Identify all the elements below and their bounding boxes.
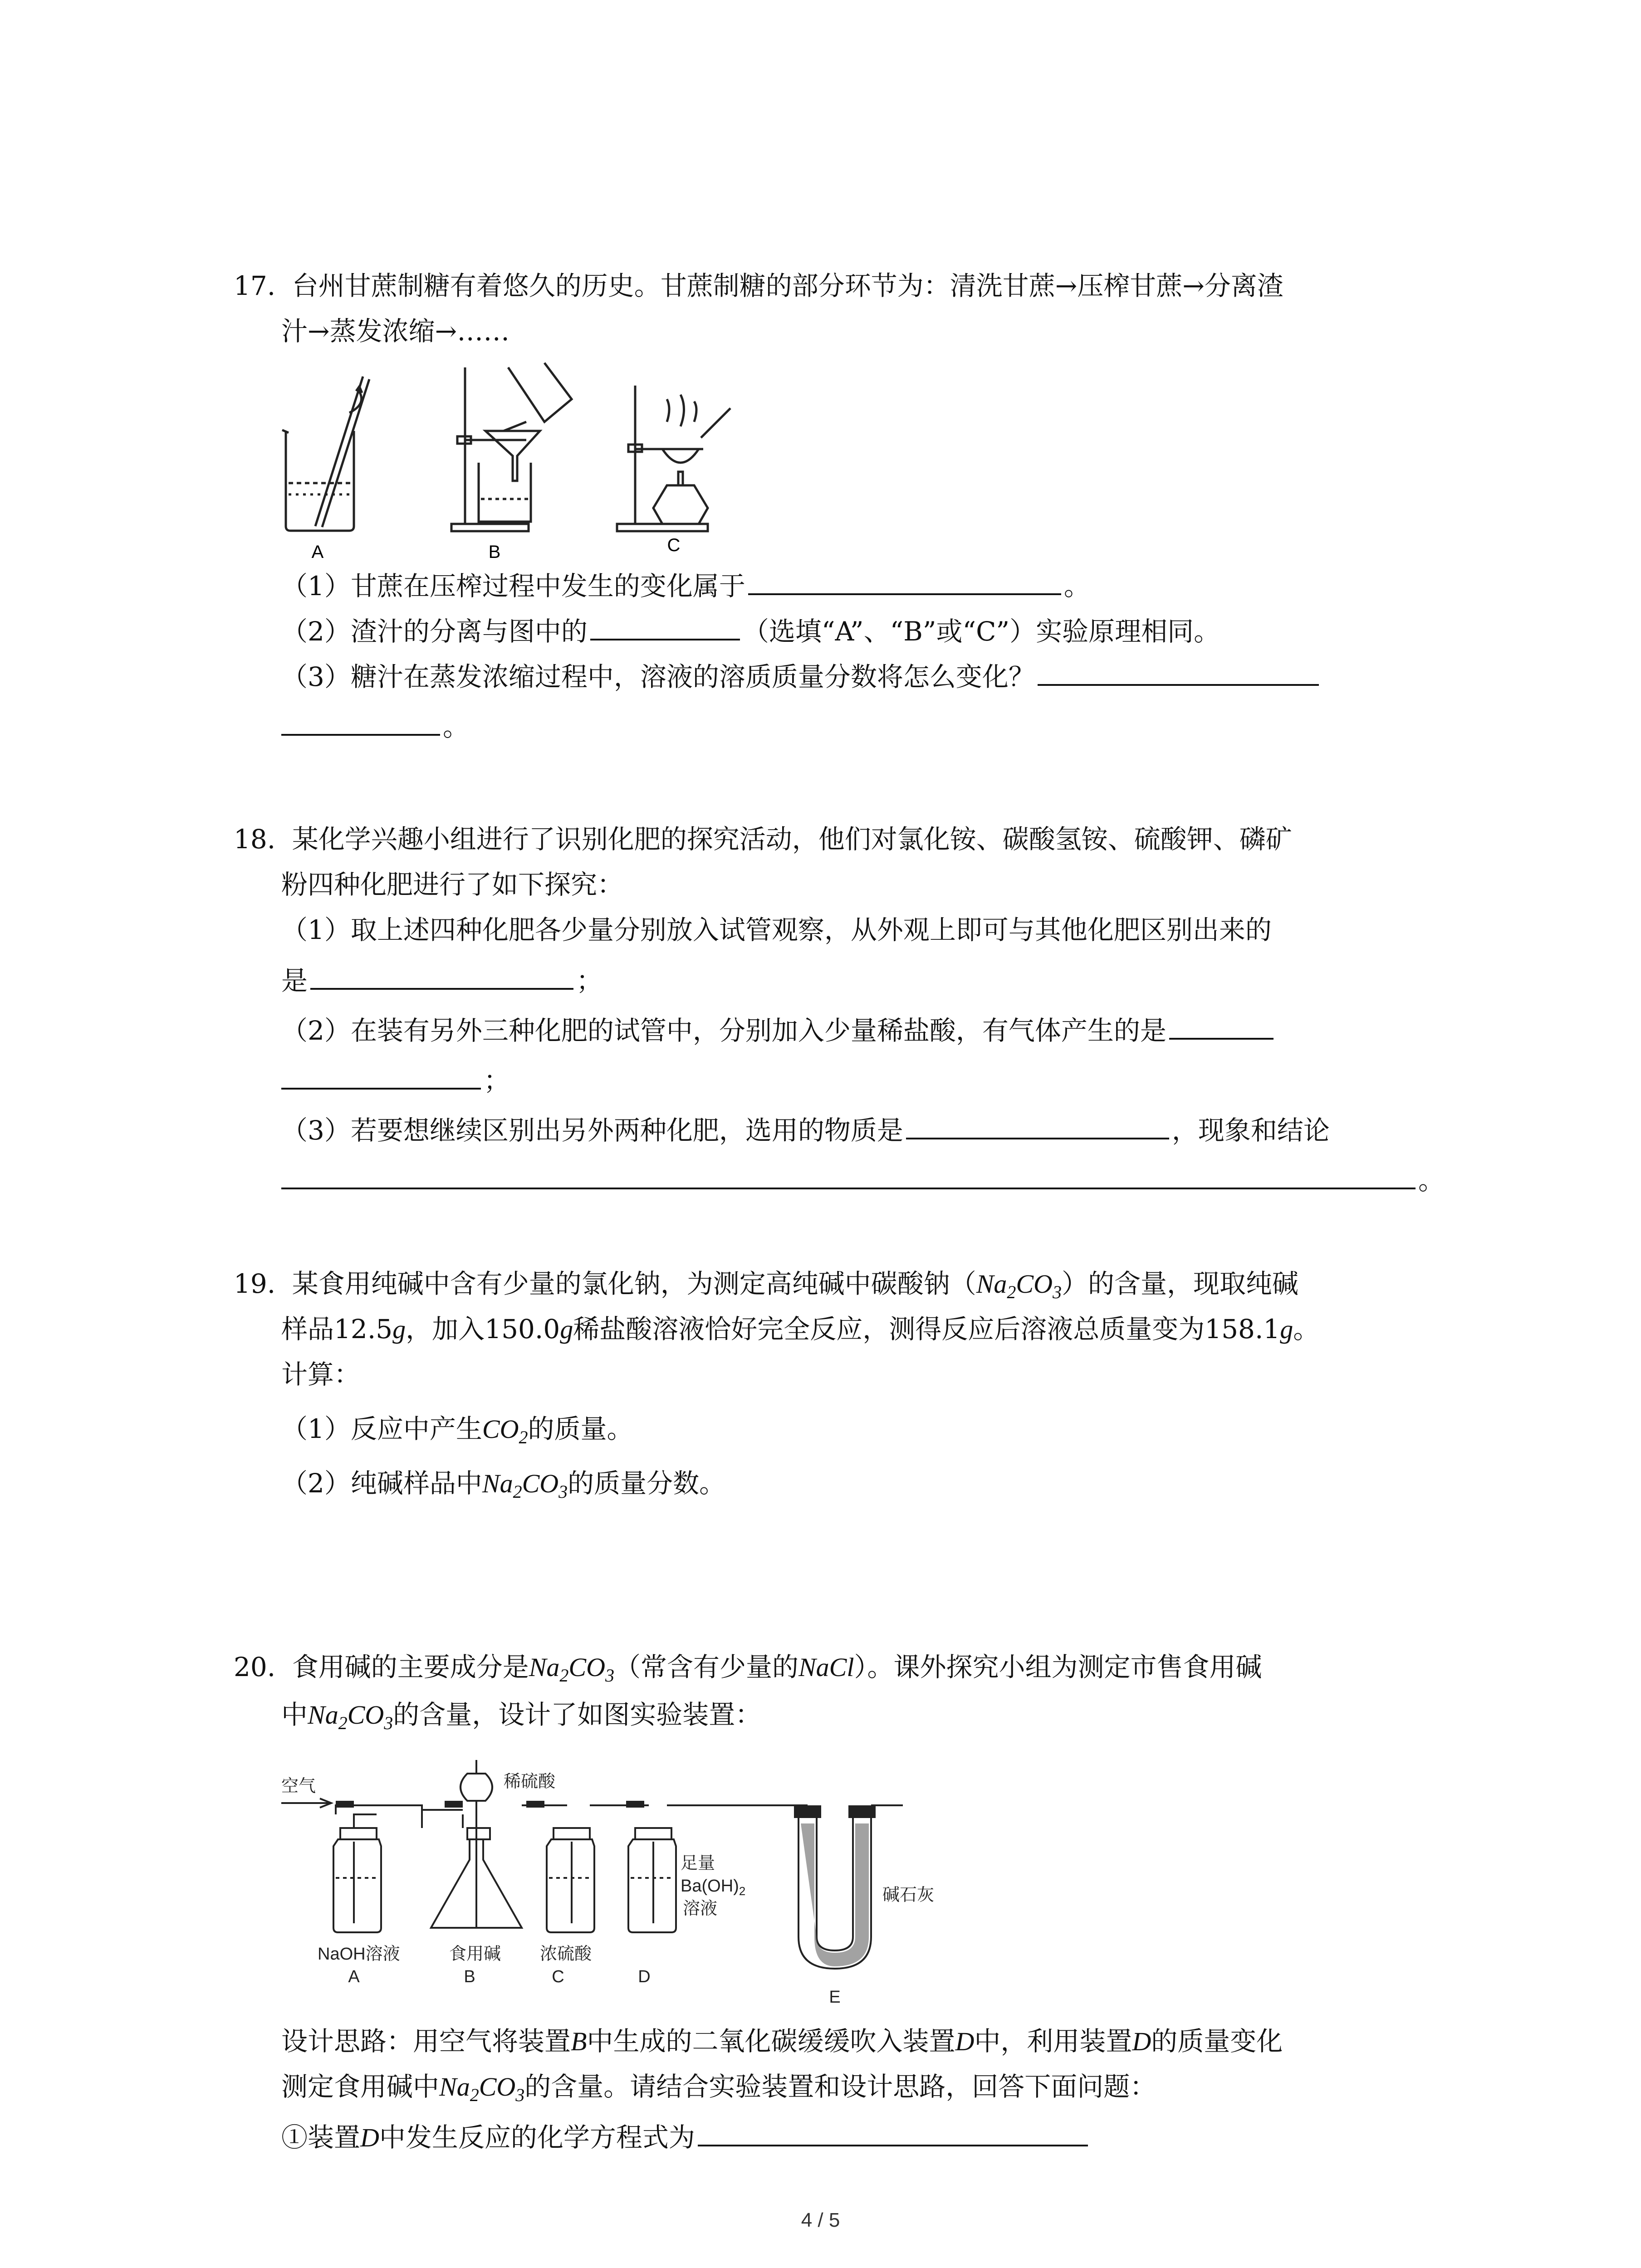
edible-soda-label: 食用碱 [449, 1945, 501, 1964]
q19-part1: （1）反应中产生$CO_2$的质量。 [281, 1413, 633, 1447]
baoh2-label-1: 足量 [681, 1854, 715, 1873]
q17-stem: 台州甘蔗制糖有着悠久的历史。甘蔗制糖的部分环节为：清洗甘蔗→压榨甘蔗→分离渣 [292, 270, 1283, 301]
q18-number: 18. [234, 824, 276, 855]
q17-stem-cont: 汁→蒸发浓缩→…… [281, 316, 510, 347]
q20-line1: 20. 食用碱的主要成分是$Na_2CO_3$（常含有少量的NaCl）。课外探究小组为测定市售食用碱 [234, 1652, 1262, 1686]
q17-part3-cont: 。 [281, 708, 469, 745]
device-label-d: D [638, 1967, 651, 1986]
q18-part2-cont: ； [281, 1061, 510, 1099]
formula-co2: $CO_2$ [482, 1414, 528, 1447]
naoh-solution-label: NaOH溶液 [318, 1945, 400, 1964]
q20-apparatus-figure [272, 1755, 980, 2009]
q17-line1 [234, 268, 1283, 304]
q18-part3: （3）若要想继续区别出另外两种化肥，选用的物质是 ，现象和结论 [281, 1111, 1330, 1149]
q17-part2: （2）渣汁的分离与图中的 （选填“A”、“B”或“C”）实验原理相同。 [281, 612, 1220, 650]
q17-part3-answer-blank-1[interactable] [1038, 658, 1319, 686]
q17-part1: （1）甘蔗在压榨过程中发生的变化属于 。 [281, 567, 1090, 604]
filtration-figure [451, 363, 572, 531]
formula-na2co3: $Na_2CO_3$ [976, 1269, 1062, 1302]
q17-number: 17. [234, 270, 276, 301]
q20-design-line2: 测定食用碱中$Na_2CO_3$的含量。请结合实验装置和设计思路，回答下面问题： [281, 2071, 1156, 2105]
fig-label-c: C [667, 535, 681, 555]
q19-number: 19. [234, 1268, 276, 1299]
q20-design-line1: 设计思路：用空气将装置B中生成的二氧化碳缓缓吹入装置D中，利用装置D的质量变化 [281, 2026, 1283, 2057]
device-label-e: E [829, 1988, 841, 2007]
q20-line2: 中$Na_2CO_3$的含量，设计了如图实验装置： [281, 1699, 762, 1733]
q18-part2-answer-blank-1[interactable] [1169, 1012, 1274, 1040]
soda-lime-label: 碱石灰 [882, 1886, 935, 1905]
q20-subquestion-1: ①装置D中发生反应的化学方程式为 [281, 2118, 1091, 2156]
page-number: 4 / 5 [801, 2209, 840, 2231]
q19-part2: （2）纯碱样品中$Na_2CO_3$的质量分数。 [281, 1468, 726, 1502]
q18-part1: （1）取上述四种化肥各少量分别放入试管观察，从外观上即可与其他化肥区别出来的 [281, 914, 1272, 945]
formula-na2co3: $Na_2CO_3$ [308, 1700, 393, 1733]
q18-line2: 粉四种化肥进行了如下探究： [281, 869, 624, 900]
fig-label-a: A [311, 542, 324, 562]
acid-mass: 150.0 [485, 1314, 560, 1344]
device-label-a: A [348, 1967, 360, 1986]
evaporation-figure [617, 386, 730, 531]
formula-nacl: NaCl [798, 1652, 854, 1682]
q20-equation-answer-blank[interactable] [698, 2118, 1088, 2146]
q18-part1-cont: 是 ； [281, 962, 603, 999]
device-label-c: C [552, 1967, 564, 1986]
q17-part1-answer-blank[interactable] [748, 567, 1061, 595]
solution-mass: 158.1 [1205, 1314, 1280, 1344]
air-label: 空气 [281, 1777, 316, 1796]
baoh2-label-3: 溶液 [683, 1899, 718, 1918]
q18-part2-answer-blank-2[interactable] [281, 1061, 481, 1090]
q17-part3-answer-blank-2[interactable] [281, 708, 440, 736]
q19-line3: 计算： [281, 1359, 361, 1390]
q17-part3: （3）糖汁在蒸发浓缩过程中，溶液的溶质质量分数将怎么变化？ [281, 658, 1322, 695]
fig-label-b: B [488, 542, 501, 562]
q17-part2-answer-blank[interactable] [590, 612, 740, 640]
q18-part3-answer-blank-1[interactable] [906, 1111, 1169, 1139]
q18-part3-cont: 。 [281, 1161, 1445, 1198]
q17-line2 [281, 313, 509, 349]
q19-line2: 样品12.5g，加入150.0g稀盐酸溶液恰好完全反应，测得反应后溶液总质量变为158.1g。 [281, 1314, 1320, 1344]
q20-number: 20. [234, 1652, 276, 1682]
baoh2-label-2: $Ba(OH)_2$ [681, 1877, 746, 1898]
dilute-sulfuric-acid-label: 稀硫酸 [504, 1772, 556, 1791]
q18-line1 [234, 821, 1292, 857]
q17-apparatus-figure [272, 358, 771, 567]
formula-na2co3: $Na_2CO_3$ [529, 1652, 614, 1686]
sample-mass: 12.5 [334, 1314, 393, 1344]
q18-part1-answer-blank[interactable] [310, 962, 573, 990]
formula-na2co3: $Na_2CO_3$ [482, 1469, 568, 1502]
q19-line1: 19. 某食用纯碱中含有少量的氯化钠，为测定高纯碱中碳酸钠$(Na_2CO_3)$的含量，现取纯碱 [234, 1268, 1298, 1302]
q18-stem: 某化学兴趣小组进行了识别化肥的探究活动，他们对氯化铵、碳酸氢铵、硫酸钾、磷矿 [292, 824, 1292, 855]
beaker-stirring-figure [282, 376, 369, 531]
conc-sulfuric-acid-label: 浓硫酸 [540, 1945, 592, 1964]
device-label-b: B [464, 1967, 475, 1986]
q18-part3-answer-blank-2[interactable] [281, 1161, 1416, 1189]
q18-part2: （2）在装有另外三种化肥的试管中，分别加入少量稀盐酸，有气体产生的是 [281, 1012, 1276, 1049]
formula-na2co3: $Na_2CO_3$ [439, 2072, 525, 2105]
